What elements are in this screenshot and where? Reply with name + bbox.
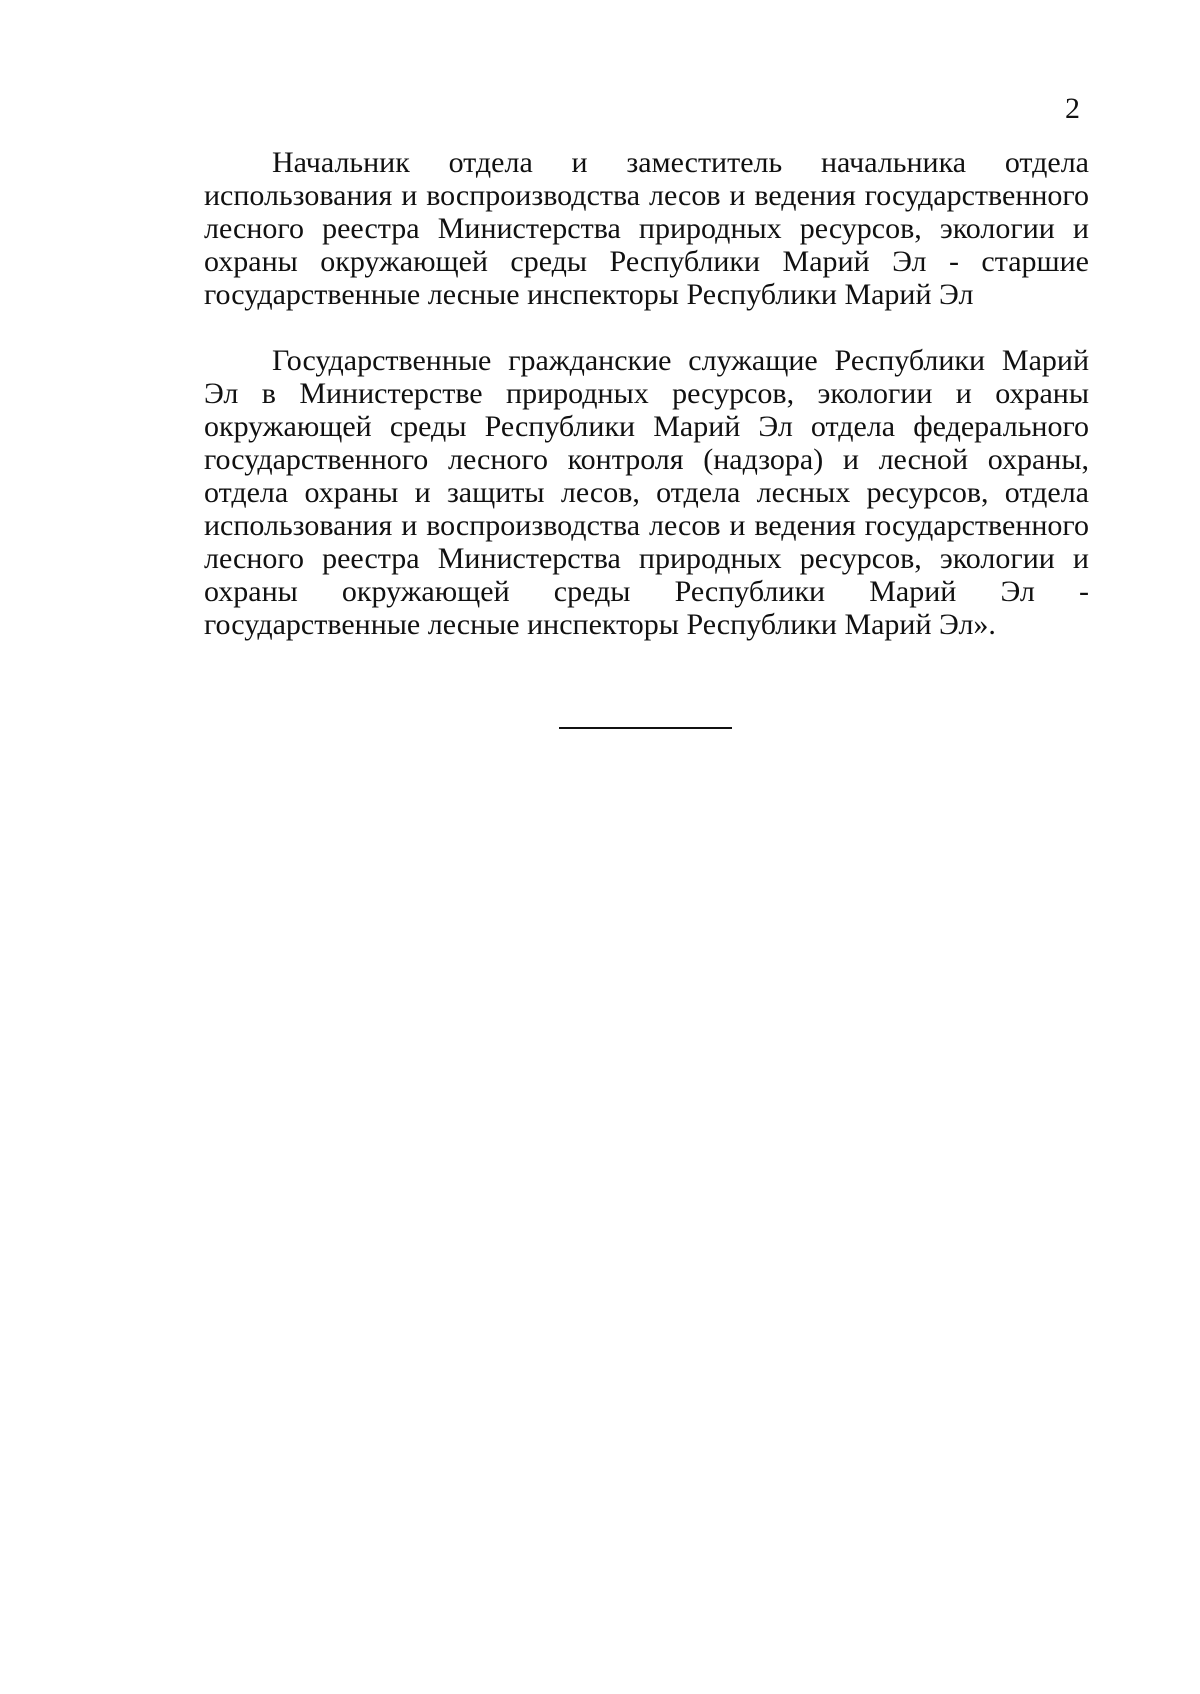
paragraph-senior-inspectors: Начальник отдела и заместитель начальника отдела использования и воспроизводства лесов и ведения государственного лесного реестра Министерства природных ресурсов, экологии и охраны окружающей среды Республики Марий Эл - старшие государственные лесные инспекторы Республики Марий Эл	[204, 146, 1089, 311]
end-of-text-rule	[559, 727, 732, 729]
page-number: 2	[1065, 92, 1080, 125]
document-body	[204, 146, 1089, 641]
paragraph-state-inspectors: Государственные гражданские служащие Республики Марий Эл в Министерстве природных ресурсов, экологии и охраны окружающей среды Республики Марий Эл отдела федерального государственного лесного контроля (надзора) и лесной охраны, отдела охраны и защиты лесов, отдела лесных ресурсов, отдела использования и воспроизводства лесов и ведения государственного лесного реестра Министерства природных ресурсов, экологии и охраны окружающей среды Республики Марий Эл - государственные лесные инспекторы Республики Марий Эл».	[204, 344, 1089, 641]
